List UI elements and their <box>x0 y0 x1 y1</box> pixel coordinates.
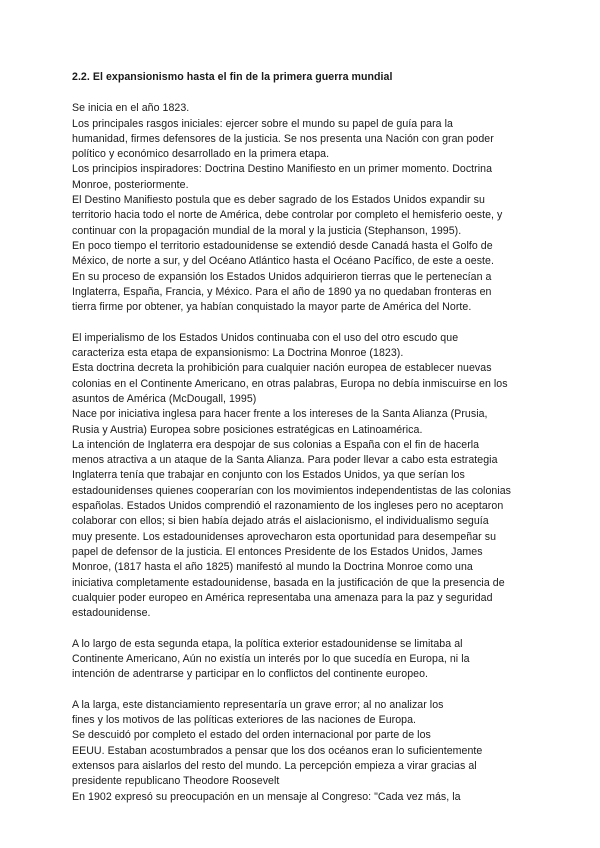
text-line: colonias en el Continente Americano, en otras palabras, Europa no debía inmiscuirse en los <box>72 377 508 390</box>
paragraph-gap <box>72 621 534 636</box>
document-body <box>72 70 534 805</box>
text-line: caracteriza esta etapa de expansionismo: La Doctrina Monroe (1823). <box>72 347 404 360</box>
text-line: A la larga, este distanciamiento representaría un grave error; al no analizar los <box>72 698 444 711</box>
paragraphs-container <box>72 101 534 805</box>
text-line: Los principales rasgos iniciales: ejercer sobre el mundo su papel de guía para la <box>72 117 453 130</box>
text-line: Los principios inspiradores: Doctrina Destino Manifiesto en un primer momento. Doctrina <box>72 163 493 176</box>
paragraph <box>72 101 534 315</box>
paragraph-gap <box>72 315 534 330</box>
text-line: La intención de Inglaterra era despojar de sus colonias a España con el fin de hacerla <box>72 438 480 451</box>
text-line: humanidad, firmes defensores de la justicia. Se nos presenta una Nación con gran poder <box>72 132 494 145</box>
text-line: México, de norte a sur, y del Océano Atlántico hasta el Océano Pacífico, de este a oeste. <box>72 255 494 268</box>
text-line: españolas. Estados Unidos comprendió el razonamiento de los ingleses pero no aceptaron <box>72 500 504 513</box>
text-line: tierra firme por obtener, ya habían conquistado la mayor parte de América del Norte. <box>72 301 472 314</box>
text-line: político y económico desarrollado en la primera etapa. <box>72 148 330 161</box>
text-line: Rusia y Austria) Europea sobre posiciones estratégicas en Latinoamérica. <box>72 423 423 436</box>
text-line: El imperialismo de los Estados Unidos continuaba con el uso del otro escudo que <box>72 331 459 344</box>
text-line: Nace por iniciativa inglesa para hacer frente a los intereses de la Santa Alianza (Prusia, <box>72 408 488 421</box>
text-line: papel de defensor de la justicia. El entonces Presidente de los Estados Unidos, James <box>72 545 483 558</box>
text-line: Monroe, (1817 hasta el año 1825) manifestó al mundo la Doctrina Monroe como una <box>72 561 473 574</box>
text-line: presidente republicano Theodore Roosevelt <box>72 775 280 788</box>
text-line: fines y los motivos de las políticas exteriores de las naciones de Europa. <box>72 714 417 727</box>
text-line: cualquier poder europeo en América representaba una amenaza para la paz y seguridad <box>72 591 493 604</box>
text-line: Se inicia en el año 1823. <box>72 102 190 115</box>
text-line: Se descuidó por completo el estado del orden internacional por parte de los <box>72 729 431 742</box>
text-line: Continente Americano, Aún no existía un interés por lo que sucedía en Europa, ni la <box>72 652 470 665</box>
section-heading: 2.2. El expansionismo hasta el fin de la primera guerra mundial <box>72 71 393 83</box>
text-line: estadounidenses quienes cooperarían con los movimientos independentistas de las colonias <box>72 484 512 497</box>
text-line: Monroe, posteriormente. <box>72 178 189 191</box>
text-line: En 1902 expresó su preocupación en un mensaje al Congreso: "Cada vez más, la <box>72 790 461 803</box>
text-line: EEUU. Estaban acostumbrados a pensar que los dos océanos eran lo suficientemente <box>72 744 483 757</box>
text-line: extensos para aislarlos del resto del mundo. La percepción empieza a virar gracias al <box>72 760 477 773</box>
text-line: asuntos de América (McDougall, 1995) <box>72 392 257 405</box>
paragraph <box>72 637 534 683</box>
paragraph <box>72 698 534 805</box>
text-line: El Destino Manifiesto postula que es deber sagrado de los Estados Unidos expandir su <box>72 194 485 207</box>
paragraph <box>72 331 534 622</box>
text-line: territorio hacia todo el norte de América, debe controlar por completo el hemisferio oeste, y <box>72 209 503 222</box>
text-line: A lo largo de esta segunda etapa, la política exterior estadounidense se limitaba al <box>72 637 463 650</box>
text-line: Esta doctrina decreta la prohibición para cualquier nación europea de establecer nuevas <box>72 362 492 375</box>
text-line: estadounidense. <box>72 607 151 620</box>
text-line: iniciativa completamente estadounidense, basada en la justificación de que la presencia de <box>72 576 505 589</box>
paragraph-gap <box>72 683 534 698</box>
text-line: muy presente. Los estadounidenses aprovecharon esta oportunidad para desempeñar su <box>72 530 497 543</box>
text-line: colaborar con ellos; si bien había dejado atrás el aislacionismo, el individualismo seguía <box>72 515 489 528</box>
text-line: Inglaterra tenía que trabajar en conjunto con los Estados Unidos, ya que serían los <box>72 469 465 482</box>
text-line: En poco tiempo el territorio estadounidense se extendió desde Canadá hasta el Golfo de <box>72 239 493 252</box>
text-line: intención de adentrarse y participar en lo conflictos del continente europeo. <box>72 668 429 681</box>
text-line: En su proceso de expansión los Estados Unidos adquirieron tierras que le pertenecían a <box>72 270 492 283</box>
text-line: menos atractiva a un ataque de la Santa Alianza. Para poder llevar a cabo esta estrategia <box>72 454 498 467</box>
text-line: Inglaterra, España, Francia, y México. Para el año de 1890 ya no quedaban fronteras en <box>72 285 492 298</box>
text-line: continuar con la propagación mundial de la moral y la justicia (Stephanson, 1995). <box>72 224 462 237</box>
